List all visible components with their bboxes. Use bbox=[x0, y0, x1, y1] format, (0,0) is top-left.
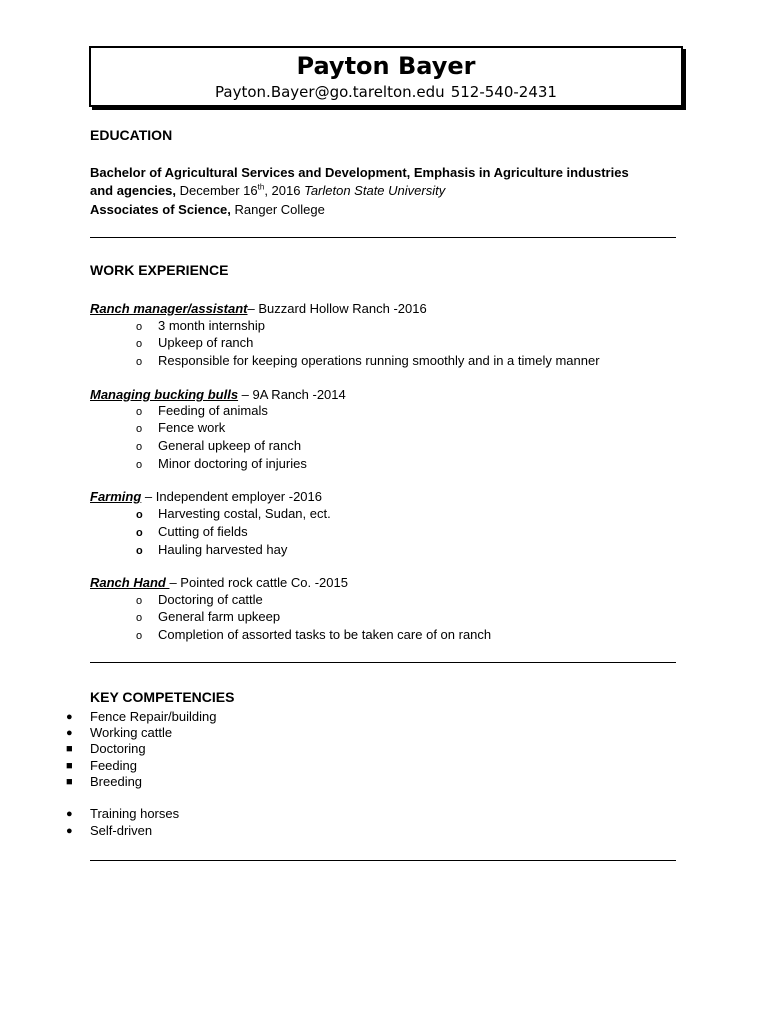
list-item: Hauling harvested hay bbox=[158, 542, 288, 557]
list-item: Completion of assorted tasks to be taken care of on ranch bbox=[158, 627, 492, 642]
divider bbox=[90, 860, 676, 861]
list-item: Fence Repair/building bbox=[90, 709, 217, 724]
list-item: Responsible for keeping operations running smoothly and in a timely manner bbox=[158, 353, 600, 368]
degree2-line bbox=[90, 201, 325, 219]
square-bullet-icon: ■ bbox=[66, 760, 73, 772]
phone: 512-540-2431 bbox=[450, 83, 557, 101]
degree1-line1: Bachelor of Agricultural Services and Development, Emphasis in Agriculture industries bbox=[90, 165, 629, 180]
square-bullet-icon: ■ bbox=[66, 776, 73, 788]
disc-bullet-icon: ● bbox=[66, 825, 73, 837]
degree1-date-sup: th bbox=[257, 182, 265, 192]
disc-bullet-icon: ● bbox=[66, 727, 73, 739]
work-heading: WORK EXPERIENCE bbox=[90, 262, 229, 278]
degree1-date-pre: December 16 bbox=[175, 183, 258, 198]
circle-bullet-icon: o bbox=[136, 406, 143, 418]
circle-bullet-icon: o bbox=[136, 441, 143, 453]
circle-bullet-icon: o bbox=[136, 356, 143, 368]
square-bullet-icon: ■ bbox=[66, 743, 73, 755]
circle-bullet-icon: o bbox=[136, 509, 143, 521]
job-detail: – Independent employer -2016 bbox=[141, 489, 322, 504]
list-item: Feeding of animals bbox=[158, 403, 268, 418]
degree1-school: Tarleton State University bbox=[304, 183, 446, 198]
job-detail: – 9A Ranch -2014 bbox=[238, 387, 346, 402]
degree1-date-post: , 2016 bbox=[264, 183, 305, 198]
job-title: Farming bbox=[90, 489, 142, 504]
circle-bullet-icon: o bbox=[136, 545, 143, 557]
job-header bbox=[90, 574, 348, 592]
list-item: Working cattle bbox=[90, 725, 173, 740]
list-item: Minor doctoring of injuries bbox=[158, 456, 307, 471]
circle-bullet-icon: o bbox=[136, 630, 143, 642]
header-box bbox=[89, 46, 683, 107]
circle-bullet-icon: o bbox=[136, 338, 143, 350]
contact-line bbox=[91, 82, 681, 102]
list-item: General farm upkeep bbox=[158, 609, 281, 624]
list-item: Doctoring bbox=[90, 741, 146, 756]
list-item: Fence work bbox=[158, 420, 226, 435]
job-header bbox=[90, 300, 427, 318]
disc-bullet-icon: ● bbox=[66, 808, 73, 820]
circle-bullet-icon: o bbox=[136, 423, 143, 435]
circle-bullet-icon: o bbox=[136, 595, 143, 607]
list-item: Self-driven bbox=[90, 823, 153, 838]
list-item: 3 month internship bbox=[158, 318, 265, 333]
list-item: Cutting of fields bbox=[158, 524, 248, 539]
job-title: Managing bucking bulls bbox=[90, 387, 239, 402]
circle-bullet-icon: o bbox=[136, 459, 143, 471]
job-detail: – Buzzard Hollow Ranch -2016 bbox=[247, 301, 427, 316]
competencies-heading: KEY COMPETENCIES bbox=[90, 689, 235, 705]
list-item: Training horses bbox=[90, 806, 180, 821]
job-detail: – Pointed rock cattle Co. -2015 bbox=[169, 575, 348, 590]
circle-bullet-icon: o bbox=[136, 612, 143, 624]
education-heading: EDUCATION bbox=[90, 127, 173, 143]
degree2-bold: Associates of Science, bbox=[90, 202, 231, 217]
job-title: Ranch Hand bbox=[90, 575, 170, 590]
list-item: Breeding bbox=[90, 774, 143, 789]
list-item: General upkeep of ranch bbox=[158, 438, 302, 453]
candidate-name: Payton Bayer bbox=[296, 52, 476, 80]
email: Payton.Bayer@go.tarelton.edu bbox=[215, 83, 445, 101]
job-title: Ranch manager/assistant bbox=[90, 301, 248, 316]
list-item: Upkeep of ranch bbox=[158, 335, 254, 350]
list-item: Doctoring of cattle bbox=[158, 592, 263, 607]
job-header bbox=[90, 488, 322, 506]
circle-bullet-icon: o bbox=[136, 321, 143, 333]
divider bbox=[90, 237, 676, 238]
degree2-school: Ranger College bbox=[230, 202, 325, 217]
degree1-line2-bold: and agencies, bbox=[90, 183, 176, 198]
divider bbox=[90, 662, 676, 663]
disc-bullet-icon: ● bbox=[66, 711, 73, 723]
list-item: Harvesting costal, Sudan, ect. bbox=[158, 506, 331, 521]
degree1-line2 bbox=[90, 182, 445, 200]
list-item: Feeding bbox=[90, 758, 137, 773]
circle-bullet-icon: o bbox=[136, 527, 143, 539]
